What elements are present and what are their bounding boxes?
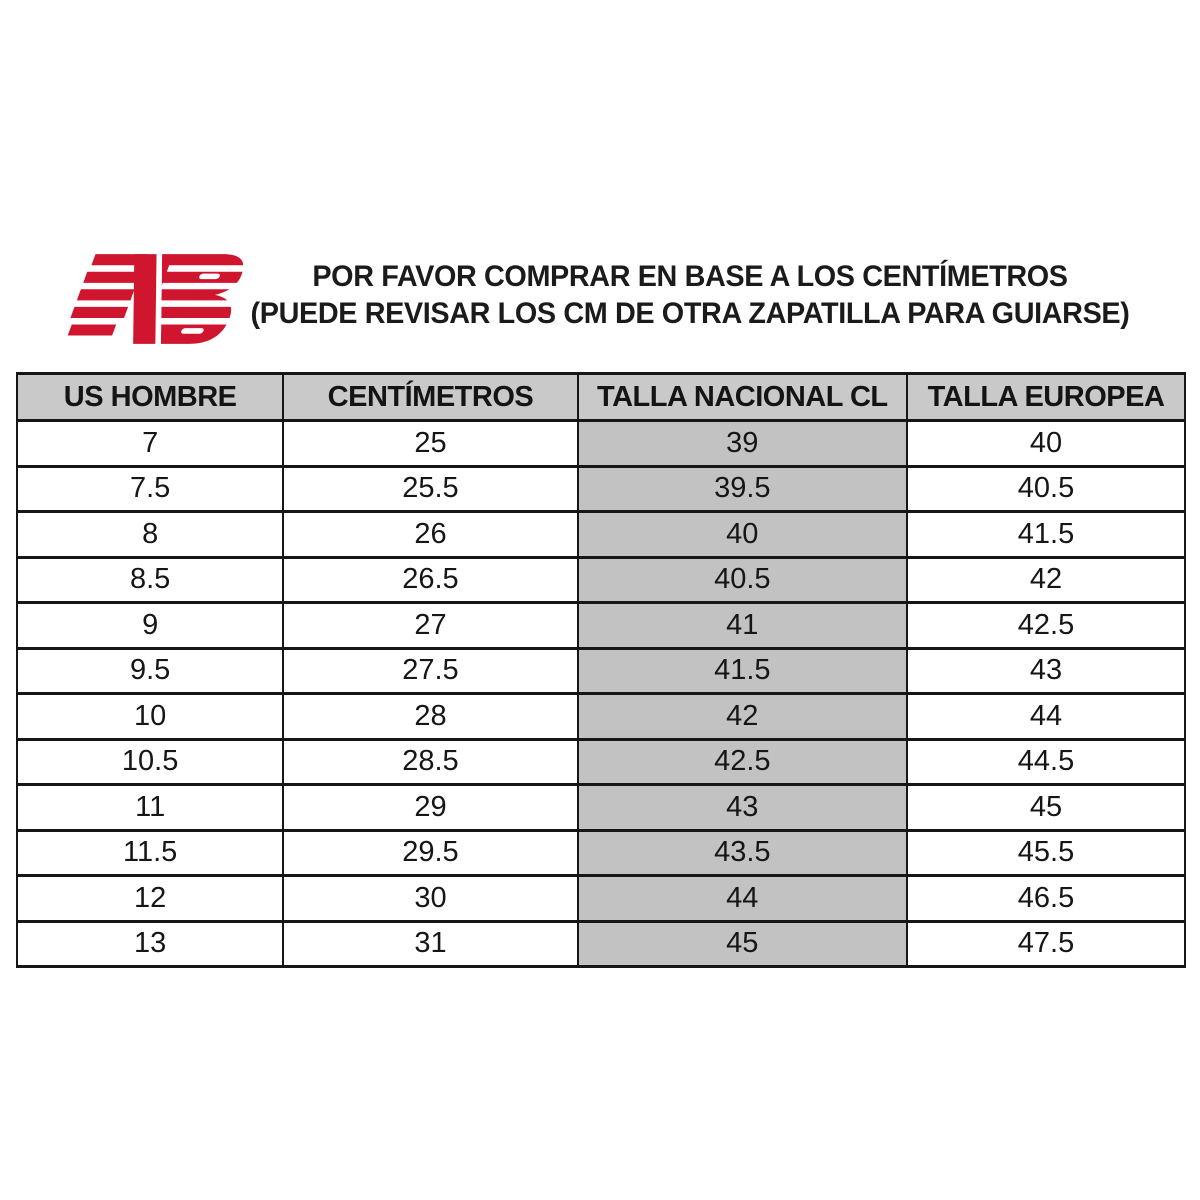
table-cell: 43 <box>907 648 1185 694</box>
table-cell: 11.5 <box>17 830 283 876</box>
table-cell: 29 <box>283 785 577 831</box>
column-header-talla-nacional-cl: TALLA NACIONAL CL <box>578 374 907 421</box>
table-cell: 31 <box>283 921 577 967</box>
table-cell: 28 <box>283 694 577 740</box>
table-cell: 43.5 <box>578 830 907 876</box>
table-cell: 40.5 <box>907 466 1185 512</box>
table-row <box>17 466 1185 512</box>
table-row <box>17 694 1185 740</box>
table-cell: 44.5 <box>907 739 1185 785</box>
table-cell: 26.5 <box>283 557 577 603</box>
table-cell: 47.5 <box>907 921 1185 967</box>
table-cell: 44 <box>578 876 907 922</box>
table-cell: 12 <box>17 876 283 922</box>
table-cell: 41.5 <box>907 512 1185 558</box>
table-cell: 40.5 <box>578 557 907 603</box>
new-balance-logo <box>58 248 243 350</box>
table-cell: 40 <box>578 512 907 558</box>
table-cell: 9 <box>17 603 283 649</box>
table-cell: 46.5 <box>907 876 1185 922</box>
table-cell: 10 <box>17 694 283 740</box>
table-cell: 42 <box>578 694 907 740</box>
table-row <box>17 785 1185 831</box>
table-cell: 10.5 <box>17 739 283 785</box>
title-line-2: (PUEDE REVISAR LOS CM DE OTRA ZAPATILLA PARA GUIARSE) <box>250 297 1130 330</box>
table-row <box>17 557 1185 603</box>
table-cell: 40 <box>907 421 1185 467</box>
table-cell: 11 <box>17 785 283 831</box>
size-conversion-table <box>16 372 1186 968</box>
table-cell: 45 <box>578 921 907 967</box>
table-cell: 13 <box>17 921 283 967</box>
table-cell: 28.5 <box>283 739 577 785</box>
page-title <box>248 258 1131 332</box>
table-cell: 8.5 <box>17 557 283 603</box>
table-cell: 39 <box>578 421 907 467</box>
column-header-talla-europea: TALLA EUROPEA <box>907 374 1185 421</box>
column-header-centimetros: CENTÍMETROS <box>283 374 577 421</box>
table-row <box>17 739 1185 785</box>
table-cell: 43 <box>578 785 907 831</box>
table-cell: 29.5 <box>283 830 577 876</box>
table-cell: 8 <box>17 512 283 558</box>
table-row <box>17 603 1185 649</box>
table-cell: 42.5 <box>907 603 1185 649</box>
size-table-head <box>17 374 1185 421</box>
table-cell: 44 <box>907 694 1185 740</box>
table-cell: 25.5 <box>283 466 577 512</box>
table-cell: 30 <box>283 876 577 922</box>
title-line-1: POR FAVOR COMPRAR EN BASE A LOS CENTÍMETROS <box>312 260 1068 293</box>
table-cell: 27.5 <box>283 648 577 694</box>
table-cell: 41 <box>578 603 907 649</box>
table-cell: 26 <box>283 512 577 558</box>
table-row <box>17 512 1185 558</box>
table-cell: 45.5 <box>907 830 1185 876</box>
column-header-us-hombre: US HOMBRE <box>17 374 283 421</box>
table-cell: 7 <box>17 421 283 467</box>
table-cell: 39.5 <box>578 466 907 512</box>
table-row <box>17 830 1185 876</box>
table-cell: 42 <box>907 557 1185 603</box>
header-row <box>17 374 1185 421</box>
table-cell: 27 <box>283 603 577 649</box>
table-cell: 45 <box>907 785 1185 831</box>
table-row <box>17 876 1185 922</box>
table-row <box>17 421 1185 467</box>
table-cell: 9.5 <box>17 648 283 694</box>
table-row <box>17 648 1185 694</box>
table-cell: 42.5 <box>578 739 907 785</box>
table-cell: 41.5 <box>578 648 907 694</box>
nb-logo-icon <box>58 248 243 350</box>
table-cell: 25 <box>283 421 577 467</box>
size-table-body <box>17 421 1185 967</box>
table-row <box>17 921 1185 967</box>
table-cell: 7.5 <box>17 466 283 512</box>
